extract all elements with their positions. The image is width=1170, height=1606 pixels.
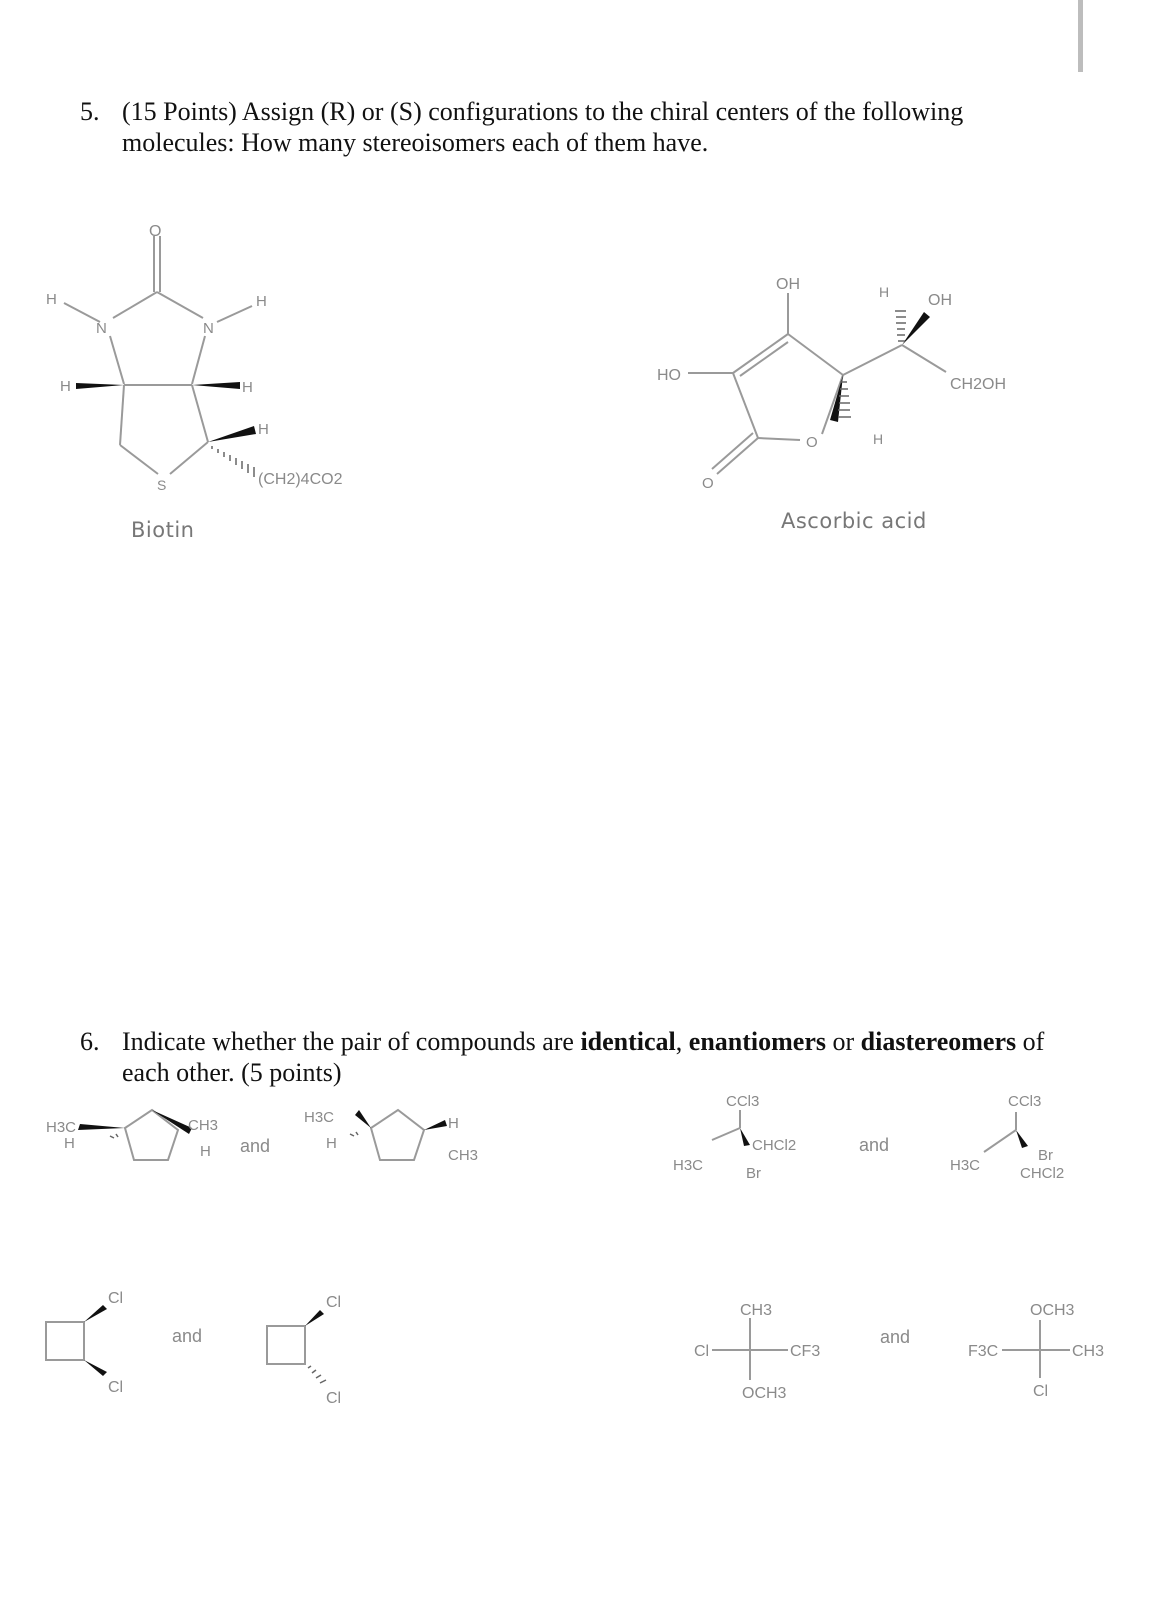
cb-a-cl1: Cl (108, 1290, 124, 1307)
cl-and: and (859, 1135, 890, 1155)
q6-text-pre: Indicate whether the pair of compounds are (122, 1027, 581, 1056)
biotin-n1-label: N (96, 320, 107, 337)
biotin-h-left-label: H (60, 378, 71, 395)
biotin-o-label: O (149, 223, 162, 240)
q6-enantiomers: enantiomers (688, 1027, 826, 1056)
cl-b-h3c: H3C (950, 1157, 981, 1174)
biotin-s-label: S (157, 477, 167, 493)
question-6-number: 6. (80, 1027, 100, 1056)
biotin-n2-label: N (203, 320, 214, 337)
fi-b-f3c: F3C (968, 1343, 999, 1360)
ascorbic-h-top-label: H (879, 284, 890, 300)
cl-b-ccl3: CCl3 (1008, 1093, 1042, 1110)
cl-a-br: Br (746, 1165, 761, 1182)
biotin-h-n1-label: H (46, 291, 57, 308)
fi-and: and (880, 1327, 911, 1347)
q6-text-post: of (1016, 1027, 1045, 1056)
cl-b-br: Br (1038, 1147, 1053, 1164)
fi-a-och3: OCH3 (742, 1385, 787, 1402)
cp-b-h: H (326, 1135, 337, 1152)
biotin-chain-label: (CH2)4CO2 (258, 471, 343, 488)
cp-b-h3c: H3C (304, 1109, 335, 1126)
q6-sep1: , (675, 1027, 689, 1056)
ascorbic-o-ring-label: O (806, 434, 818, 451)
cp-and: and (240, 1136, 271, 1156)
question-5-number: 5. (80, 97, 100, 126)
q6-identical: identical (580, 1027, 676, 1056)
cp-b-ch3: CH3 (448, 1147, 479, 1164)
cl-b-chcl2: CHCl2 (1020, 1165, 1065, 1182)
fi-a-cl: Cl (694, 1343, 710, 1360)
cp-a-ch3: CH3 (188, 1117, 219, 1134)
question-6-line-2: each other. (5 points) (122, 1058, 342, 1087)
cl-a-chcl2: CHCl2 (752, 1137, 797, 1154)
ascorbic-caption: Ascorbic acid (781, 509, 927, 533)
ascorbic-o-carbonyl-label: O (702, 475, 714, 492)
q6-diastereomers: diastereomers (860, 1027, 1017, 1056)
cl-a-ccl3: CCl3 (726, 1093, 760, 1110)
cb-b-cl1: Cl (326, 1294, 342, 1311)
question-5-line-2: molecules: How many stereoisomers each of them have. (122, 128, 709, 157)
cp-a-h: H (64, 1135, 75, 1152)
ascorbic-oh-top-label: OH (776, 276, 800, 293)
cp-b-h2: H (448, 1115, 459, 1132)
cb-a-cl2: Cl (108, 1379, 124, 1396)
fi-b-cl: Cl (1033, 1383, 1049, 1400)
cb-b-cl2: Cl (326, 1390, 342, 1407)
fi-a-ch3: CH3 (740, 1302, 773, 1319)
question-5-line-1: (15 Points) Assign (R) or (S) configurations to the chiral centers of the following (122, 97, 964, 126)
cp-a-h2: H (200, 1143, 211, 1160)
fi-a-cf3: CF3 (790, 1343, 821, 1360)
biotin-caption: Biotin (131, 518, 195, 542)
ascorbic-h-bottom-label: H (873, 431, 884, 447)
ascorbic-oh-side-label: OH (928, 292, 952, 309)
cp-a-h3c: H3C (46, 1119, 77, 1136)
cl-a-h3c: H3C (673, 1157, 704, 1174)
ascorbic-ho-label: HO (657, 367, 681, 384)
biotin-h-right-label: H (242, 379, 253, 396)
biotin-h-side-label: H (258, 421, 269, 438)
biotin-h-n2-label: H (256, 293, 267, 310)
cb-and: and (172, 1326, 203, 1346)
fi-b-ch3: CH3 (1072, 1343, 1105, 1360)
q6-sep2: or (825, 1027, 861, 1056)
ascorbic-ch2oh-label: CH2OH (950, 376, 1007, 393)
fi-b-och3: OCH3 (1030, 1302, 1075, 1319)
